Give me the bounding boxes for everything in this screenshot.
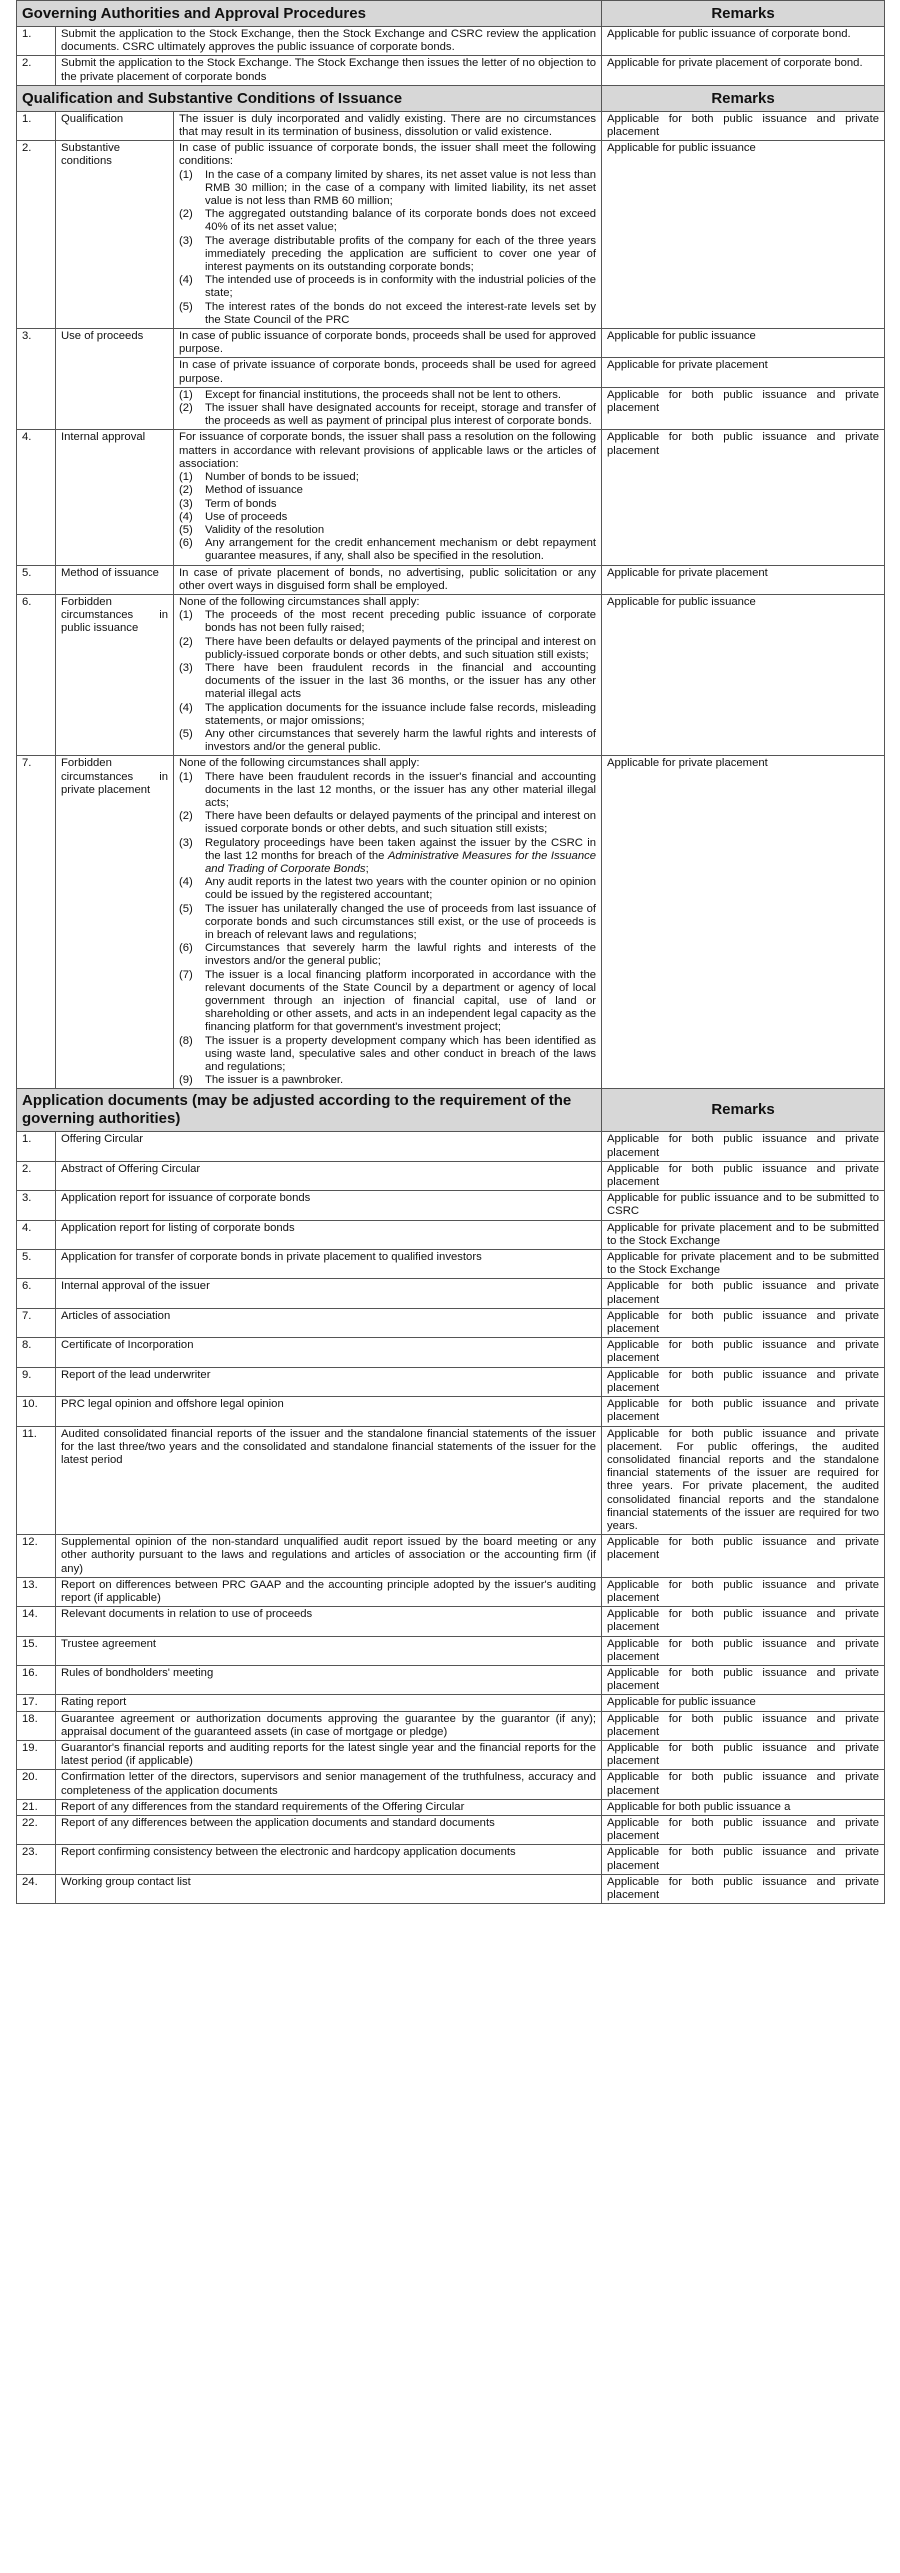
row-remark: Applicable for both public issuance and private placement — [602, 430, 885, 565]
item-number: (5) — [179, 902, 193, 915]
row-remark: Applicable for both public issuance a — [602, 1799, 885, 1815]
row-number: 3. — [17, 1191, 56, 1220]
row-content — [174, 387, 602, 430]
list-item — [179, 636, 596, 662]
row-remark: Applicable for both public issuance and private placement — [602, 1607, 885, 1636]
section-title: Application documents (may be adjusted according to the requirement of the governing authorities) — [17, 1089, 602, 1132]
list-item — [179, 524, 596, 537]
row-remark: Applicable for both public issuance and private placement — [602, 387, 885, 430]
row-number: 1. — [17, 27, 56, 56]
section-title: Governing Authorities and Approval Procedures — [17, 1, 602, 27]
row-remark: Applicable for private placement and to be submitted to the Stock Exchange — [602, 1250, 885, 1279]
remarks-header: Remarks — [602, 85, 885, 111]
item-text: There have been fraudulent records in the issuer's financial and accounting documents in the last 12 months, or the issuer has any other material illegal acts; — [205, 770, 597, 809]
item-text: The intended use of proceeds is in conformity with the industrial policies of the state; — [205, 274, 597, 300]
item-text: The issuer is a pawnbroker. — [205, 1074, 344, 1087]
item-text: Use of proceeds — [205, 510, 288, 523]
row-number: 17. — [17, 1695, 56, 1711]
list-item — [179, 1074, 596, 1087]
list-item — [179, 537, 596, 563]
row-number: 6. — [17, 1279, 56, 1308]
item-number: (8) — [179, 1034, 193, 1047]
row-number: 10. — [17, 1397, 56, 1426]
row-text: Working group contact list — [56, 1874, 602, 1903]
table-row — [17, 1279, 885, 1308]
list-item — [179, 471, 596, 484]
list-item — [179, 728, 596, 754]
row-remark: Applicable for private placement and to be submitted to the Stock Exchange — [602, 1220, 885, 1249]
item-text: Any audit reports in the latest two years with the counter opinion or no opinion could be issued by the registered accountant; — [205, 876, 597, 902]
item-number: (3) — [179, 661, 193, 674]
item-number: (2) — [179, 635, 193, 648]
row-number: 11. — [17, 1426, 56, 1535]
row-content — [174, 430, 602, 565]
item-text: The average distributable profits of the company for each of the three years immediately preceding the application are sufficient to cover one year of interest payments on its outstanding corporate bonds; — [205, 234, 597, 274]
row-text: Offering Circular — [56, 1132, 602, 1161]
list-item — [179, 301, 596, 327]
row-text: Report confirming consistency between the electronic and hardcopy application documents — [56, 1845, 602, 1874]
item-number: (1) — [179, 388, 193, 401]
item-number: (5) — [179, 300, 193, 313]
item-number: (1) — [179, 471, 193, 484]
item-text-part: Regulatory proceedings have been taken against the issuer by the CSRC in the last 12 months for breach of the — [205, 836, 597, 862]
list-item — [179, 498, 596, 511]
row-number: 16. — [17, 1665, 56, 1694]
table-row — [17, 1607, 885, 1636]
section-header — [17, 1, 885, 27]
row-remark: Applicable for both public issuance and private placement — [602, 1308, 885, 1337]
row-remark: Applicable for both public issuance and private placement — [602, 1161, 885, 1190]
row-remark: Applicable for public issuance — [602, 141, 885, 329]
row-remark: Applicable for both public issuance and private placement. For public offerings, the audited consolidated financial reports and the standalone financial statements of the issuer are required for three years. For private placement, the audited consolidated financial reports and the standalone financial statements of the issuer are required for two years. — [602, 1426, 885, 1535]
row-remark: Applicable for both public issuance and private placement — [602, 1397, 885, 1426]
item-number: (4) — [179, 274, 193, 287]
item-text: The issuer shall have designated accounts for receipt, storage and transfer of the proceeds as well as payment of principal plus interest of corporate bonds. — [205, 402, 597, 428]
procedures-table — [16, 0, 885, 1904]
row-content — [174, 756, 602, 1089]
table-row — [17, 1711, 885, 1740]
row-number: 21. — [17, 1799, 56, 1815]
row-number: 23. — [17, 1845, 56, 1874]
condition-list — [179, 389, 596, 429]
statute-title: Administrative Measures for the Issuance and Trading of Corporate Bonds — [205, 849, 597, 875]
item-number: (6) — [179, 537, 193, 550]
list-item — [179, 810, 596, 836]
row-number: 4. — [17, 430, 56, 565]
row-content — [174, 141, 602, 329]
row-remark: Applicable for both public issuance and private placement — [602, 1367, 885, 1396]
row-label: Internal approval — [56, 430, 174, 565]
row-text: Audited consolidated financial reports of the issuer and the standalone financial statements of the issuer for the last three/two years and the consolidated and standalone financial statements of the issuer for the latest period — [56, 1426, 602, 1535]
item-number: (2) — [179, 484, 193, 497]
row-text: Report of any differences between the application documents and standard documents — [56, 1815, 602, 1844]
row-remark: Applicable for both public issuance and private placement — [602, 1845, 885, 1874]
list-item — [179, 235, 596, 275]
row-text: Confirmation letter of the directors, supervisors and senior management of the truthfulness, accuracy and completeness of the application documents — [56, 1770, 602, 1799]
table-row — [17, 1577, 885, 1606]
document — [16, 0, 884, 1904]
section-header — [17, 1089, 885, 1132]
row-intro: None of the following circumstances shall apply: — [179, 757, 420, 770]
table-row — [17, 1397, 885, 1426]
row-text: In case of private placement of bonds, no advertising, public solicitation or any other overt ways in disguised form shall be employed. — [174, 565, 602, 594]
item-text: Any arrangement for the credit enhancement mechanism or debt repayment guarantee measures, if any, shall also be specified in the resolution. — [205, 537, 597, 563]
row-label: Forbidden circumstances in private placement — [56, 756, 174, 1089]
row-text: Rating report — [56, 1695, 602, 1711]
row-text: Certificate of Incorporation — [56, 1338, 602, 1367]
row-number: 7. — [17, 1308, 56, 1337]
table-row — [17, 1845, 885, 1874]
list-item — [179, 484, 596, 497]
item-text: There have been defaults or delayed payments of the principal and interest on publicly-issued corporate bonds or other debts, and such situation still exists; — [205, 635, 597, 661]
list-item — [179, 208, 596, 234]
table-row — [17, 565, 885, 594]
item-number: (3) — [179, 836, 193, 849]
row-number: 8. — [17, 1338, 56, 1367]
row-remark: Applicable for both public issuance and private placement — [602, 1740, 885, 1769]
list-item — [179, 876, 596, 902]
item-text: Number of bonds to be issued; — [205, 471, 359, 484]
row-remark: Applicable for both public issuance and private placement — [602, 1636, 885, 1665]
row-number: 2. — [17, 1161, 56, 1190]
row-remark: Applicable for both public issuance and private placement — [602, 1665, 885, 1694]
row-remark: Applicable for private placement of corporate bond. — [602, 56, 885, 85]
row-text: Articles of association — [56, 1308, 602, 1337]
row-remark: Applicable for both public issuance and private placement — [602, 1577, 885, 1606]
row-text: Application report for issuance of corporate bonds — [56, 1191, 602, 1220]
item-text: Circumstances that severely harm the lawful rights and interests of the investors and/or the general public; — [205, 942, 597, 968]
row-remark: Applicable for private placement — [602, 358, 885, 387]
documents-list — [17, 1132, 885, 1904]
item-text: The issuer has unilaterally changed the use of proceeds from last issuance of corporate bonds and such circumstances still exist, or the use of proceeds is in breach of relevant laws and regulations; — [205, 902, 597, 941]
table-row — [17, 1665, 885, 1694]
row-number: 15. — [17, 1636, 56, 1665]
item-number: (6) — [179, 942, 193, 955]
list-item — [179, 662, 596, 702]
list-item — [179, 1035, 596, 1075]
row-text: PRC legal opinion and offshore legal opinion — [56, 1397, 602, 1426]
table-row — [17, 1338, 885, 1367]
row-remark: Applicable for both public issuance and private placement — [602, 1535, 885, 1578]
row-text: The issuer is duly incorporated and validly existing. There are no circumstances that may result in its termination of business, dissolution or valid existence. — [174, 111, 602, 140]
item-text: The issuer is a property development company which has been identified as using waste land, speculative sales and other conduct in breach of the laws and regulations; — [205, 1034, 597, 1074]
list-item — [179, 903, 596, 943]
row-remark: Applicable for both public issuance and private placement — [602, 1874, 885, 1903]
row-text: In case of private issuance of corporate bonds, proceeds shall be used for agreed purpose. — [174, 358, 602, 387]
list-item — [179, 511, 596, 524]
row-remark: Applicable for both public issuance and private placement — [602, 1132, 885, 1161]
item-number: (1) — [179, 770, 193, 783]
remarks-header: Remarks — [602, 1089, 885, 1132]
row-remark: Applicable for public issuance and to be submitted to CSRC — [602, 1191, 885, 1220]
table-row — [17, 430, 885, 565]
item-text: Any other circumstances that severely harm the lawful rights and interests of investors and/or the general public. — [205, 727, 597, 754]
item-number: (4) — [179, 510, 193, 523]
section-header — [17, 85, 885, 111]
row-text: Application for transfer of corporate bonds in private placement to qualified investors — [56, 1250, 602, 1279]
item-number: (1) — [179, 609, 193, 622]
row-remark: Applicable for both public issuance and private placement — [602, 111, 885, 140]
row-remark: Applicable for both public issuance and private placement — [602, 1711, 885, 1740]
row-remark: Applicable for private placement — [602, 756, 885, 1089]
item-text — [205, 837, 596, 877]
item-text-tail: ; — [365, 862, 369, 875]
row-text: Report of the lead underwriter — [56, 1367, 602, 1396]
row-content — [174, 594, 602, 755]
item-text: Except for financial institutions, the proceeds shall not be lent to others. — [205, 388, 562, 401]
item-number: (5) — [179, 523, 193, 536]
item-text: The issuer is a local financing platform incorporated in accordance with the relevant documents of the State Council by a department or agency of local government through an injection of financial capital, use of land or shareholding or other assets, and acts in an independent legal capacity as the financing platform for that government's investment project; — [205, 968, 597, 1034]
row-remark: Applicable for public issuance — [602, 329, 885, 358]
row-text: Supplemental opinion of the non-standard unqualified audit report issued by the board meeting or any other authority pursuant to the laws and regulations and articles of association or the accounting firm (if any) — [56, 1535, 602, 1578]
row-text: Relevant documents in relation to use of proceeds — [56, 1607, 602, 1636]
table-row — [17, 1770, 885, 1799]
row-number: 2. — [17, 141, 56, 329]
item-number: (7) — [179, 968, 193, 981]
row-text: Application report for listing of corporate bonds — [56, 1220, 602, 1249]
row-remark: Applicable for both public issuance and private placement — [602, 1279, 885, 1308]
list-item — [179, 837, 596, 877]
table-row — [17, 141, 885, 329]
item-number: (1) — [179, 168, 193, 181]
row-label: Use of proceeds — [56, 329, 174, 430]
row-intro: In case of public issuance of corporate bonds, the issuer shall meet the following conditions: — [179, 142, 597, 168]
row-label: Forbidden circumstances in public issuance — [56, 594, 174, 755]
list-item — [179, 609, 596, 635]
row-text: Guarantee agreement or authorization documents approving the guarantee by the guarantor (if any); appraisal document of the guaranteed assets (in case of mortgage or pledge) — [56, 1711, 602, 1740]
row-text: Abstract of Offering Circular — [56, 1161, 602, 1190]
row-number: 24. — [17, 1874, 56, 1903]
row-text: In case of public issuance of corporate bonds, proceeds shall be used for approved purpose. — [174, 329, 602, 358]
table-row — [17, 1535, 885, 1578]
table-row — [17, 1426, 885, 1535]
row-remark: Applicable for both public issuance and private placement — [602, 1815, 885, 1844]
row-number: 18. — [17, 1711, 56, 1740]
condition-list — [179, 609, 596, 754]
row-intro: None of the following circumstances shall apply: — [179, 595, 420, 608]
row-number: 7. — [17, 756, 56, 1089]
row-text: Internal approval of the issuer — [56, 1279, 602, 1308]
row-intro: For issuance of corporate bonds, the issuer shall pass a resolution on the following matters in accordance with relevant provisions of applicable laws or the articles of association: — [179, 431, 597, 470]
table-row — [17, 1220, 885, 1249]
item-number: (3) — [179, 497, 193, 510]
row-number: 13. — [17, 1577, 56, 1606]
row-number: 5. — [17, 565, 56, 594]
row-number: 1. — [17, 111, 56, 140]
row-number: 2. — [17, 56, 56, 85]
row-number: 1. — [17, 1132, 56, 1161]
list-item — [179, 942, 596, 968]
table-row — [17, 27, 885, 56]
row-text: Guarantor's financial reports and auditing reports for the latest single year and the financial reports for the latest period (if applicable) — [56, 1740, 602, 1769]
table-row — [17, 594, 885, 755]
list-item — [179, 969, 596, 1035]
list-item — [179, 274, 596, 300]
table-row — [17, 1740, 885, 1769]
row-number: 19. — [17, 1740, 56, 1769]
condition-list — [179, 771, 596, 1088]
table-row — [17, 756, 885, 1089]
table-row — [17, 1132, 885, 1161]
remarks-header: Remarks — [602, 1, 885, 27]
item-text: There have been fraudulent records in the financial and accounting documents of the issuer in the last 36 months, or the issuer has any other material illegal acts — [205, 661, 597, 701]
table-row — [17, 111, 885, 140]
table-row — [17, 1191, 885, 1220]
list-item — [179, 702, 596, 728]
item-number: (5) — [179, 727, 193, 740]
condition-list — [179, 169, 596, 327]
item-text: There have been defaults or delayed payments of the principal and interest on issued corporate bonds or other debts, and such situation still exists; — [205, 810, 597, 836]
row-number: 20. — [17, 1770, 56, 1799]
item-number: (4) — [179, 876, 193, 889]
table-row — [17, 1815, 885, 1844]
row-text: Report of any differences from the standard requirements of the Offering Circular — [56, 1799, 602, 1815]
item-number: (2) — [179, 402, 193, 415]
row-text: Trustee agreement — [56, 1636, 602, 1665]
item-number: (4) — [179, 701, 193, 714]
list-item — [179, 389, 596, 402]
list-item — [179, 771, 596, 811]
table-row — [17, 1874, 885, 1903]
row-remark: Applicable for public issuance of corporate bond. — [602, 27, 885, 56]
section-title: Qualification and Substantive Conditions of Issuance — [17, 85, 602, 111]
item-text: The interest rates of the bonds do not exceed the interest-rate levels set by the State Council of the PRC — [205, 300, 597, 326]
row-text: Submit the application to the Stock Exchange. The Stock Exchange then issues the letter of no objection to the private placement of corporate bonds — [56, 56, 602, 85]
condition-list — [179, 471, 596, 563]
item-text: Term of bonds — [205, 497, 277, 510]
table-row — [17, 1308, 885, 1337]
item-number: (9) — [179, 1074, 193, 1087]
item-number: (2) — [179, 208, 193, 221]
row-number: 5. — [17, 1250, 56, 1279]
row-remark: Applicable for public issuance — [602, 1695, 885, 1711]
row-remark: Applicable for both public issuance and private placement — [602, 1338, 885, 1367]
row-number: 22. — [17, 1815, 56, 1844]
row-number: 14. — [17, 1607, 56, 1636]
table-row — [17, 1161, 885, 1190]
table-row — [17, 1636, 885, 1665]
row-number: 12. — [17, 1535, 56, 1578]
row-number: 4. — [17, 1220, 56, 1249]
row-remark: Applicable for both public issuance and private placement — [602, 1770, 885, 1799]
table-row — [17, 1250, 885, 1279]
row-text: Rules of bondholders' meeting — [56, 1665, 602, 1694]
item-text: The proceeds of the most recent preceding public issuance of corporate bonds has not been fully raised; — [205, 609, 597, 635]
row-label: Substantive conditions — [56, 141, 174, 329]
item-number: (3) — [179, 234, 193, 247]
item-text: The application documents for the issuance include false records, misleading statements, or major omissions; — [205, 701, 597, 727]
table-row — [17, 1367, 885, 1396]
list-item — [179, 169, 596, 209]
table-row — [17, 329, 885, 358]
row-label: Qualification — [56, 111, 174, 140]
item-text: Method of issuance — [205, 484, 303, 497]
list-item — [179, 402, 596, 428]
row-text: Submit the application to the Stock Exchange, then the Stock Exchange and CSRC review the application documents. CSRC ultimately approves the public issuance of corporate bonds. — [56, 27, 602, 56]
item-number: (2) — [179, 810, 193, 823]
row-remark: Applicable for private placement — [602, 565, 885, 594]
row-label: Method of issuance — [56, 565, 174, 594]
row-number: 3. — [17, 329, 56, 430]
table-row — [17, 1799, 885, 1815]
table-row — [17, 1695, 885, 1711]
item-text: The aggregated outstanding balance of its corporate bonds does not exceed 40% of its net asset value; — [205, 208, 597, 234]
table-row — [17, 56, 885, 85]
item-text: In the case of a company limited by shares, its net asset value is not less than RMB 30 million; in the case of a company with limited liability, its net asset value is not less than RMB 60 million; — [205, 168, 597, 208]
row-number: 6. — [17, 594, 56, 755]
row-remark: Applicable for public issuance — [602, 594, 885, 755]
row-number: 9. — [17, 1367, 56, 1396]
row-text: Report on differences between PRC GAAP and the accounting principle adopted by the issuer's auditing report (if applicable) — [56, 1577, 602, 1606]
item-text: Validity of the resolution — [205, 523, 325, 536]
